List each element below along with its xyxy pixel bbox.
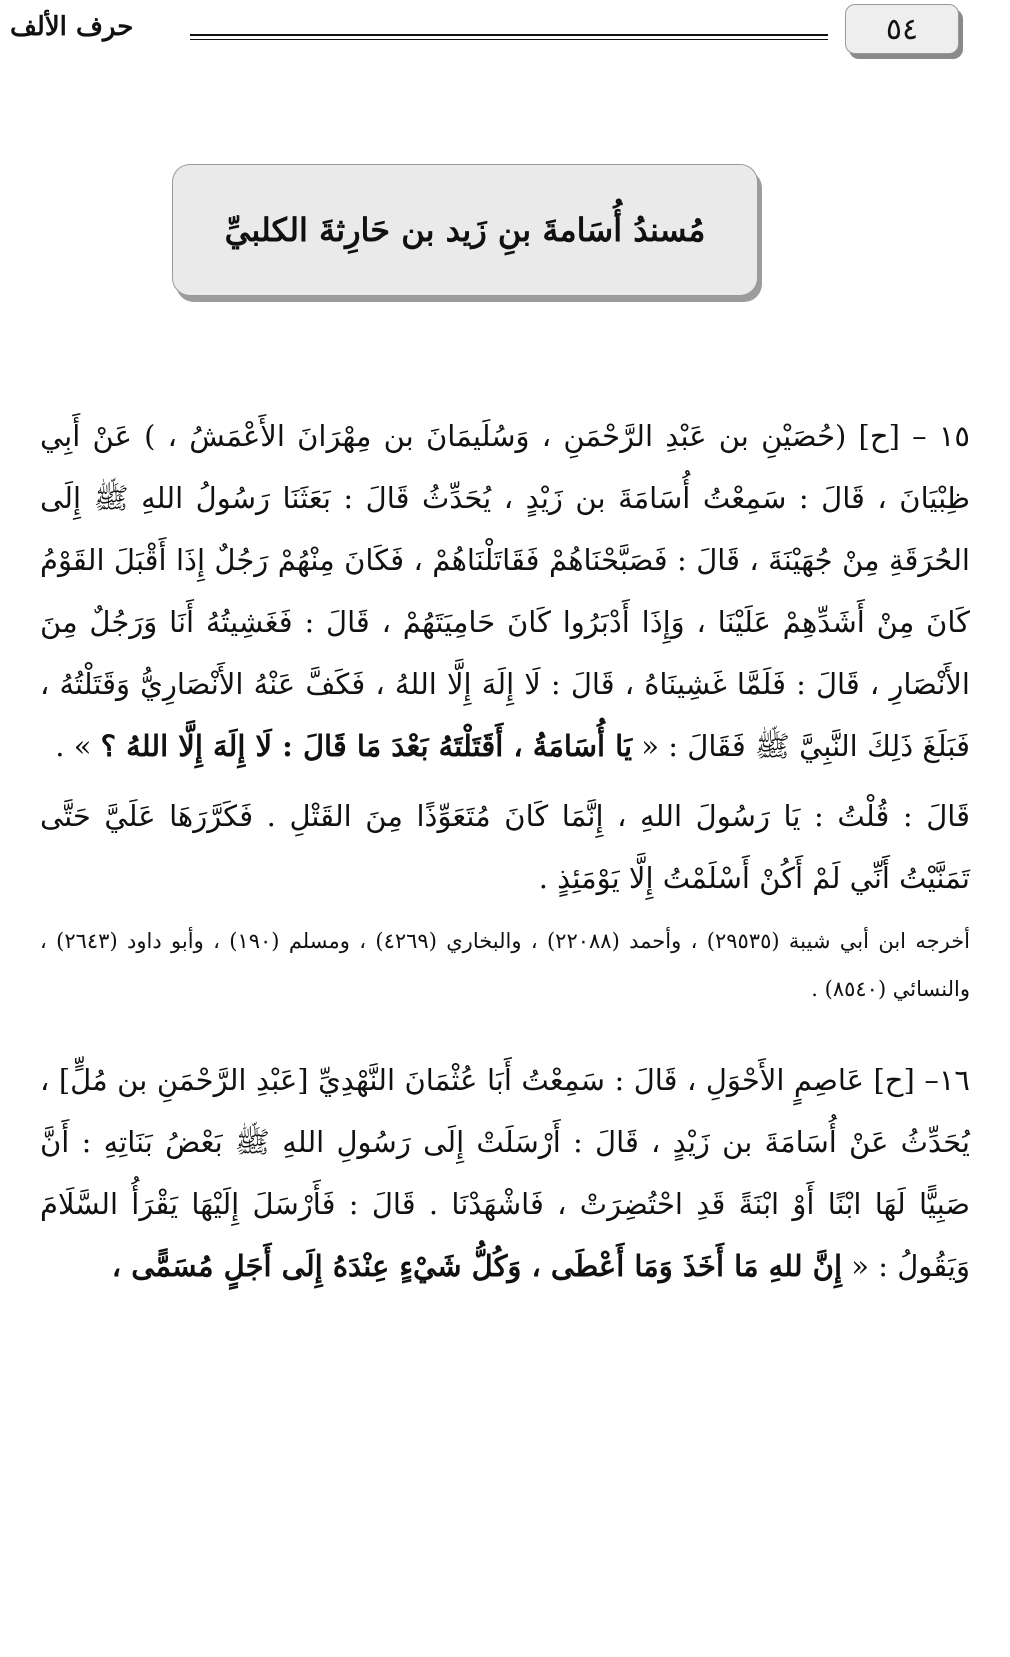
- hadith-15-takhrij: أخرجه ابن أبي شيبة (٢٩٥٣٥) ، وأحمد (٢٢٠٨٨) ، والبخاري (٤٢٦٩) ، ومسلم (١٩٠) ، وأبو داود (٢٦٤٣) ، والنسائي (٨٥٤٠) .: [40, 929, 971, 1001]
- page-number-box: [845, 4, 959, 54]
- hadith-15-continuation: قَالَ : قُلْتُ : يَا رَسُولَ اللهِ ، إِنَّمَا كَانَ مُتَعَوِّذًا مِنَ القَتْلِ . فَكَرَّرَهَا عَلَيَّ حَتَّى تَمَنَّيْتُ أَنِّي لَمْ أَكُنْ أَسْلَمْتُ إِلَّا يَوْمَئِذٍ .: [40, 799, 970, 895]
- section-title-box: [172, 164, 758, 296]
- spacer: [40, 1013, 970, 1049]
- hadith-15-text: ١٥ – [ح] (حُصَيْنِ بن عَبْدِ الرَّحْمَنِ ، وَسُلَيمَانَ بن مِهْرَانَ الأَعْمَشُ ، ) عَنْ أَبِي ظِبْيَانَ ، قَالَ : سَمِعْتُ أُسَامَةَ بن زَيْدٍ ، يُحَدِّثُ قَالَ : بَعَثَنَا رَسُولُ اللهِ ﷺ إِلَى الحُرَقَةِ مِنْ جُهَيْنَةَ ، قَالَ : فَصَبَّحْنَاهُمْ فَقَاتَلْنَاهُمْ ، فَكَانَ مِنْهُمْ رَجُلٌ إِذَا أَقْبَلَ القَوْمُ كَانَ مِنْ أَشَدِّهِمْ عَلَيْنَا ، وَإِذَا أَدْبَرُوا كَانَ حَامِيَتَهُمْ ، قَالَ : فَغَشِيتُهُ أَنَا وَرَجُلٌ مِنَ الأَنْصَارِ ، قَالَ : فَلَمَّا غَشِينَاهُ ، قَالَ : لَا إِلَهَ إِلَّا اللهُ ، فَكَفَّ عَنْهُ الأَنْصَارِيُّ وَقَتَلْتُهُ ، فَبَلَغَ ذَلِكَ النَّبِيَّ ﷺ فَقَالَ : «: [40, 419, 970, 763]
- hadith-15-closing: » .: [55, 729, 92, 763]
- header-rule: [190, 34, 828, 40]
- hadith-16-prophetic-quote: إِنَّ للهِ مَا أَخَذَ وَمَا أَعْطَى ، وَكُلُّ شَيْءٍ عِنْدَهُ إِلَى أَجَلٍ مُسَمًّى ،: [111, 1249, 843, 1283]
- spacer: [40, 909, 970, 917]
- section-title: مُسندُ أُسَامةَ بنِ زَيد بن حَارِثةَ الكلبيِّ: [224, 211, 706, 249]
- hadith-16-paragraph: [40, 1049, 970, 1297]
- hadith-15-paragraph: [40, 405, 970, 777]
- spacer: [40, 777, 970, 785]
- hadith-15-prophetic-quote: يَا أُسَامَةُ ، أَقَتَلْتَهُ بَعْدَ مَا قَالَ : لَا إِلَهَ إِلَّا اللهُ ؟: [100, 729, 633, 763]
- page-number: ٥٤: [885, 11, 919, 47]
- hadith-16-text: ١٦– [ح] عَاصِمٍ الأَحْوَلِ ، قَالَ : سَمِعْتُ أَبَا عُثْمَانَ النَّهْدِيِّ [عَبْدِ الرَّحْمَنِ بن مُلٍّ] ، يُحَدِّثُ عَنْ أُسَامَةَ بن زَيْدٍ ، قَالَ : أَرْسَلَتْ إِلَى رَسُولِ اللهِ ﷺ بَعْضُ بَنَاتِهِ : أَنَّ صَبِيًّا لَهَا ابْنًا أَوْ ابْنَةً قَدِ احْتُضِرَتْ ، فَاشْهَدْنَا . قَالَ : فَأَرْسَلَ إِلَيْهَا يَقْرَأُ السَّلَامَ وَيَقُولُ : «: [40, 1063, 970, 1283]
- page-body: [40, 405, 970, 1297]
- running-title: حرف الألف: [10, 12, 134, 42]
